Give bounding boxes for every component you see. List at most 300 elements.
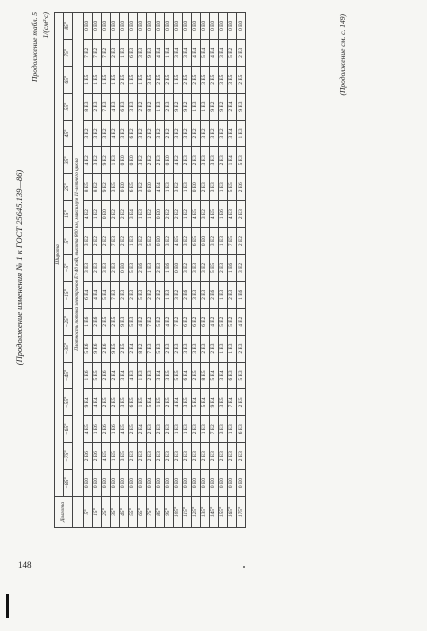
- flux-value-cell: 3 E2: [174, 120, 183, 147]
- flux-value-cell: 2 E3: [183, 147, 192, 174]
- longitude-cell: 165°: [228, 497, 237, 528]
- flux-value-cell: 1 E3: [146, 254, 155, 281]
- flux-value-cell: 3 E2: [201, 201, 210, 228]
- flux-value-cell: 0 E0: [128, 147, 137, 174]
- table-row: [201, 12, 210, 527]
- longitude-cell: 115°: [183, 497, 192, 528]
- flux-value-cell: 0 E0: [201, 470, 210, 497]
- page-number: 148: [18, 560, 32, 570]
- flux-value-cell: 2 E3: [146, 443, 155, 470]
- flux-value-cell: 1 E5: [92, 66, 101, 93]
- latitude-header: 35°: [64, 147, 73, 174]
- flux-value-cell: 4 E4: [155, 39, 164, 66]
- flux-value-cell: 0 E0: [83, 12, 92, 39]
- longitude-cell: 125°: [192, 497, 201, 528]
- longitude-cell: 35°: [110, 497, 119, 528]
- flux-value-cell: 2 E3: [164, 443, 173, 470]
- flux-value-cell: 0 E0: [228, 470, 237, 497]
- flux-value-cell: 3 E5: [219, 389, 228, 416]
- electron-flux-table: [54, 12, 246, 528]
- flux-value-cell: 9 E6: [92, 335, 101, 362]
- flux-value-cell: 3 E3: [128, 93, 137, 120]
- continued-note: (Продолжение см. с. 149): [338, 14, 347, 96]
- flux-value-cell: 0 E0: [92, 12, 101, 39]
- flux-value-cell: 2 E4: [128, 335, 137, 362]
- longitude-cell: 85°: [155, 497, 164, 528]
- flux-value-cell: 2 E2: [174, 201, 183, 228]
- flux-value-cell: 2 E3: [219, 254, 228, 281]
- flux-value-cell: 1 E3: [128, 228, 137, 255]
- flux-value-cell: 2 E2: [164, 120, 173, 147]
- flux-value-cell: 1 E3: [219, 174, 228, 201]
- flux-value-cell: 2 E6: [183, 281, 192, 308]
- longitude-cell: 175°: [237, 497, 246, 528]
- flux-table-container: [54, 12, 246, 528]
- flux-value-cell: 0 E0: [237, 470, 246, 497]
- flux-value-cell: 1 E6: [92, 416, 101, 443]
- flux-value-cell: 2 E2: [146, 281, 155, 308]
- flux-value-cell: 1 E2: [92, 201, 101, 228]
- flux-value-cell: 9 E4: [83, 389, 92, 416]
- flux-value-cell: 0 E0: [119, 470, 128, 497]
- table-row: [174, 12, 183, 527]
- flux-value-cell: 2 E5: [155, 66, 164, 93]
- flux-value-cell: 2 E3: [237, 443, 246, 470]
- flux-value-cell: 2 E3: [146, 362, 155, 389]
- table-row: [137, 12, 146, 527]
- flux-value-cell: 3 E4: [155, 362, 164, 389]
- flux-value-cell: 1 E3: [110, 147, 119, 174]
- flux-value-cell: 2 E3: [110, 39, 119, 66]
- flux-value-cell: 0 E0: [146, 12, 155, 39]
- flux-value-cell: 0 E0: [119, 12, 128, 39]
- flux-value-cell: 2 E6: [101, 362, 110, 389]
- flux-value-cell: 0 E0: [110, 470, 119, 497]
- flux-value-cell: 2 E5: [119, 335, 128, 362]
- scan-edge-mark: [6, 594, 9, 618]
- latitude-header: 15°: [64, 201, 73, 228]
- table-row: [183, 12, 192, 527]
- flux-value-cell: 2 E2: [137, 93, 146, 120]
- flux-value-cell: 1 E3: [192, 93, 201, 120]
- flux-value-cell: 2 E2: [101, 228, 110, 255]
- table-row: [101, 12, 110, 527]
- flux-value-cell: 3 E4: [119, 362, 128, 389]
- rotated-table-page: [14, 12, 374, 528]
- longitude-cell: 55°: [128, 497, 137, 528]
- flux-value-cell: 2 E6: [92, 308, 101, 335]
- flux-value-cell: 2 E6: [83, 443, 92, 470]
- flux-value-cell: 6 E3: [228, 362, 237, 389]
- flux-value-cell: 3 E2: [183, 254, 192, 281]
- longitude-cell: 65°: [137, 497, 146, 528]
- flux-value-cell: 3 E2: [164, 228, 173, 255]
- flux-value-cell: 3 E2: [137, 174, 146, 201]
- flux-value-cell: 4 E5: [101, 443, 110, 470]
- flux-value-cell: 4 E3: [110, 93, 119, 120]
- flux-value-cell: 2 E2: [146, 120, 155, 147]
- flux-value-cell: 2 E2: [164, 201, 173, 228]
- flux-value-cell: 1 E6: [83, 362, 92, 389]
- flux-value-cell: 2 E3: [155, 443, 164, 470]
- flux-value-cell: 6 E4: [83, 281, 92, 308]
- flux-value-cell: 2 E5: [192, 362, 201, 389]
- flux-value-cell: 3 E5: [146, 66, 155, 93]
- flux-value-cell: 1 E5: [155, 389, 164, 416]
- flux-value-cell: 2 E3: [128, 281, 137, 308]
- flux-value-cell: 5 E5: [92, 362, 101, 389]
- flux-value-cell: 5 E4: [201, 39, 210, 66]
- latitude-header: −75°: [64, 443, 73, 470]
- flux-value-cell: 6 E5: [128, 389, 137, 416]
- flux-value-cell: 0 E0: [128, 470, 137, 497]
- flux-value-cell: 3 E2: [237, 254, 246, 281]
- flux-value-cell: 8 E2: [146, 93, 155, 120]
- flux-value-cell: 3 E2: [83, 120, 92, 147]
- flux-value-cell: 6 E5: [192, 228, 201, 255]
- flux-value-cell: 8 E5: [83, 174, 92, 201]
- flux-value-cell: 0 E0: [137, 470, 146, 497]
- flux-value-cell: 9 E2: [101, 147, 110, 174]
- flux-value-cell: 1 E3: [219, 335, 228, 362]
- flux-value-cell: 3 E2: [174, 281, 183, 308]
- flux-value-cell: 2 E5: [164, 66, 173, 93]
- longitude-cell: 95°: [164, 497, 173, 528]
- flux-value-cell: 3 E2: [137, 120, 146, 147]
- flux-value-cell: 2 E3: [110, 254, 119, 281]
- flux-value-cell: 1 E2: [146, 201, 155, 228]
- table-row: [83, 12, 92, 527]
- flux-value-cell: 2 E5: [119, 66, 128, 93]
- flux-value-cell: 4 E4: [92, 281, 101, 308]
- flux-value-cell: 2 E3: [155, 254, 164, 281]
- latitude-group-header: Широта: [55, 12, 64, 496]
- table-row: [110, 12, 119, 527]
- flux-value-cell: 2 E3: [237, 201, 246, 228]
- flux-value-cell: 3 E2: [210, 228, 219, 255]
- flux-value-cell: 1 E3: [228, 416, 237, 443]
- flux-value-cell: 2 E3: [219, 147, 228, 174]
- flux-value-cell: 1 E3: [201, 93, 210, 120]
- flux-value-cell: 1 E5: [128, 66, 137, 93]
- flux-value-cell: 5 E5: [228, 174, 237, 201]
- table-row: [192, 12, 201, 527]
- flux-value-cell: 1 E3: [164, 174, 173, 201]
- flux-value-cell: 8 E3: [83, 93, 92, 120]
- flux-value-cell: 0 E0: [201, 12, 210, 39]
- flux-value-cell: 0 E0: [155, 228, 164, 255]
- flux-value-cell: 4 E4: [174, 389, 183, 416]
- flux-value-cell: 3 E3: [192, 335, 201, 362]
- flux-value-cell: 3 E5: [183, 389, 192, 416]
- flux-value-cell: 2 E5: [128, 416, 137, 443]
- flux-value-cell: 7 E4: [228, 389, 237, 416]
- flux-value-cell: 0 E0: [128, 12, 137, 39]
- flux-value-cell: 2 E4: [137, 416, 146, 443]
- table-row: [119, 12, 128, 527]
- flux-value-cell: 2 E5: [237, 389, 246, 416]
- flux-value-cell: 2 E3: [92, 93, 101, 120]
- table-row: [146, 12, 155, 527]
- flux-value-cell: 9 E5: [110, 335, 119, 362]
- flux-value-cell: 2 E2: [146, 147, 155, 174]
- flux-value-cell: 3 E4: [228, 120, 237, 147]
- flux-value-cell: 2 E3: [174, 443, 183, 470]
- latitude-header: 25°: [64, 174, 73, 201]
- flux-value-cell: 8 E2: [92, 174, 101, 201]
- flux-value-cell: 5 E4: [192, 389, 201, 416]
- flux-value-cell: 2 E3: [228, 443, 237, 470]
- flux-value-cell: 5 E3: [155, 335, 164, 362]
- flux-value-cell: 5 E2: [228, 39, 237, 66]
- flux-value-cell: 2 E3: [164, 416, 173, 443]
- latitude-header: 55°: [64, 93, 73, 120]
- longitude-cell: 45°: [119, 497, 128, 528]
- flux-value-cell: 1 E6: [83, 308, 92, 335]
- flux-value-cell: 3 E5: [201, 66, 210, 93]
- flux-value-cell: 0 E0: [101, 201, 110, 228]
- flux-value-cell: 5 E3: [128, 254, 137, 281]
- flux-value-cell: 1 E3: [201, 416, 210, 443]
- flux-value-cell: 9 E3: [146, 39, 155, 66]
- flux-value-cell: 0 E0: [228, 12, 237, 39]
- flux-value-cell: 4 E2: [110, 120, 119, 147]
- flux-value-cell: 2 E3: [192, 147, 201, 174]
- flux-value-cell: 0 E0: [119, 174, 128, 201]
- flux-value-cell: 1 E5: [83, 66, 92, 93]
- flux-value-cell: 1 E5: [110, 443, 119, 470]
- latitude-header: −85°: [64, 470, 73, 497]
- flux-value-cell: 6 E3: [237, 416, 246, 443]
- flux-value-cell: 3 E2: [201, 254, 210, 281]
- flux-value-cell: 0 E0: [155, 470, 164, 497]
- flux-value-cell: 7 E2: [83, 39, 92, 66]
- flux-value-cell: 3 E2: [183, 120, 192, 147]
- flux-value-cell: 0 E0: [164, 12, 173, 39]
- flux-value-cell: 0 E0: [174, 12, 183, 39]
- flux-value-cell: 1 E3: [237, 120, 246, 147]
- latitude-header: 85°: [64, 12, 73, 39]
- flux-value-cell: 0 E0: [101, 12, 110, 39]
- flux-value-cell: 2 E6: [101, 335, 110, 362]
- flux-value-cell: 3 E3: [192, 254, 201, 281]
- flux-value-cell: 3 E2: [219, 120, 228, 147]
- flux-value-cell: 5 E5: [174, 362, 183, 389]
- flux-value-cell: 0 E0: [210, 12, 219, 39]
- flux-value-cell: 4 E4: [210, 39, 219, 66]
- flux-value-cell: 2 E4: [228, 93, 237, 120]
- flux-value-cell: 2 E2: [192, 120, 201, 147]
- flux-value-cell: 1 E3: [183, 174, 192, 201]
- longitude-header: Долгота: [55, 497, 73, 528]
- flux-value-cell: 2 E3: [92, 254, 101, 281]
- flux-value-cell: 0 E0: [174, 470, 183, 497]
- flux-value-cell: 2 E3: [228, 281, 237, 308]
- flux-value-cell: 2 E3: [155, 416, 164, 443]
- flux-value-cell: 2 E3: [237, 335, 246, 362]
- flux-value-cell: 4 E4: [155, 174, 164, 201]
- flux-value-cell: 1 E3: [119, 39, 128, 66]
- flux-value-cell: 6 E2: [183, 308, 192, 335]
- flux-value-cell: 2 E5: [237, 66, 246, 93]
- table-row: [128, 12, 137, 527]
- flux-value-cell: 3 E3: [83, 254, 92, 281]
- flux-value-cell: 2 E6: [237, 174, 246, 201]
- flux-value-cell: 4 E4: [92, 389, 101, 416]
- flux-value-cell: 0 E0: [119, 147, 128, 174]
- flux-value-cell: 7 E3: [146, 335, 155, 362]
- flux-value-cell: 5 E4: [101, 281, 110, 308]
- flux-value-cell: 2 E3: [192, 443, 201, 470]
- latitude-header: −55°: [64, 389, 73, 416]
- flux-value-cell: 6 E2: [192, 308, 201, 335]
- flux-value-cell: 5 E3: [237, 362, 246, 389]
- flux-value-cell: 9 E3: [237, 93, 246, 120]
- flux-value-cell: 0 E0: [183, 470, 192, 497]
- page-header: [14, 12, 54, 528]
- flux-value-cell: 3 E5: [119, 443, 128, 470]
- flux-value-cell: 3 E2: [137, 228, 146, 255]
- flux-value-cell: 1 E6: [110, 416, 119, 443]
- flux-value-cell: 1 E6: [219, 201, 228, 228]
- latitude-header: 75°: [64, 39, 73, 66]
- flux-value-cell: 0 E0: [155, 201, 164, 228]
- flux-value-cell: 1 E3: [219, 228, 228, 255]
- flux-value-cell: 8 E2: [137, 335, 146, 362]
- flux-value-cell: 1 E5: [137, 66, 146, 93]
- flux-value-cell: 7 E2: [174, 308, 183, 335]
- flux-value-cell: 2 E6: [210, 281, 219, 308]
- flux-value-cell: 2 E6: [101, 416, 110, 443]
- flux-value-cell: 3 E3: [137, 39, 146, 66]
- flux-value-cell: 0 E0: [155, 12, 164, 39]
- flux-value-cell: 2 E2: [119, 201, 128, 228]
- table-row: [155, 12, 164, 527]
- flux-value-cell: 2 E3: [201, 335, 210, 362]
- flux-value-cell: 6 E3: [119, 93, 128, 120]
- table-row: [210, 12, 219, 527]
- latitude-header: −35°: [64, 335, 73, 362]
- flux-value-cell: 1 E3: [183, 416, 192, 443]
- longitude-cell: 25°: [101, 497, 110, 528]
- flux-value-cell: 2 E3: [183, 443, 192, 470]
- flux-value-cell: 1 E3: [228, 335, 237, 362]
- flux-value-cell: 2 E5: [183, 66, 192, 93]
- flux-value-cell: 6 E3: [128, 39, 137, 66]
- flux-value-cell: 3 E2: [92, 147, 101, 174]
- flux-value-cell: 5 E2: [219, 308, 228, 335]
- flux-value-cell: 3 E5: [119, 389, 128, 416]
- flux-value-cell: 3 E2: [119, 120, 128, 147]
- flux-value-cell: 0 E0: [110, 12, 119, 39]
- flux-value-cell: 2 E3: [219, 443, 228, 470]
- flux-value-cell: 5 E4: [146, 389, 155, 416]
- longitude-cell: 145°: [210, 497, 219, 528]
- flux-value-cell: 4 E5: [210, 201, 219, 228]
- flux-value-cell: 0 E0: [101, 470, 110, 497]
- flux-value-cell: 7 E3: [101, 93, 110, 120]
- flux-value-cell: 7 E2: [101, 39, 110, 66]
- flux-value-cell: 9 E2: [101, 174, 110, 201]
- flux-value-cell: 1 E4: [164, 39, 173, 66]
- flux-value-cell: 7 E3: [110, 228, 119, 255]
- table-caption-row: [73, 12, 83, 527]
- document-title: (Продолжение изменения № 1 к ГОСТ 25645.139—86): [14, 169, 24, 366]
- flux-value-cell: 4 E2: [83, 201, 92, 228]
- flux-value-cell: 3 E4: [219, 362, 228, 389]
- unit-label: 1/(см²·с): [41, 12, 50, 39]
- flux-value-cell: 0 E0: [83, 470, 92, 497]
- flux-value-cell: 9 E3: [119, 308, 128, 335]
- flux-value-cell: 9 E2: [174, 93, 183, 120]
- flux-value-cell: 4 E4: [192, 39, 201, 66]
- flux-value-cell: 4 E3: [128, 362, 137, 389]
- flux-value-cell: 0 E0: [164, 147, 173, 174]
- flux-value-cell: 2 E3: [137, 443, 146, 470]
- flux-value-cell: 0 E0: [210, 470, 219, 497]
- flux-value-cell: 3 E3: [192, 281, 201, 308]
- table-caption: Плотность потока электронов E>40 кэВ, высота 800 км, максимум 11-летнего цикла: [73, 12, 83, 496]
- flux-value-cell: 0 E0: [137, 12, 146, 39]
- flux-value-cell: 5 E3: [128, 308, 137, 335]
- flux-value-cell: 2 E5: [110, 389, 119, 416]
- flux-value-cell: 2 E6: [137, 254, 146, 281]
- flux-value-cell: 2 E3: [155, 147, 164, 174]
- flux-value-cell: 9 E2: [183, 93, 192, 120]
- flux-value-cell: 0 E0: [146, 470, 155, 497]
- flux-value-cell: 2 E5: [110, 308, 119, 335]
- flux-value-cell: 2 E3: [164, 93, 173, 120]
- flux-value-cell: 3 E2: [101, 120, 110, 147]
- table-row: [164, 12, 173, 527]
- latitude-header: −25°: [64, 308, 73, 335]
- flux-value-cell: 4 E2: [83, 147, 92, 174]
- latitude-header: −15°: [64, 281, 73, 308]
- flux-value-cell: 0 E0: [237, 12, 246, 39]
- flux-value-cell: 5 E4: [210, 362, 219, 389]
- latitude-header: 45°: [64, 120, 73, 147]
- flux-value-cell: 5 E6: [83, 335, 92, 362]
- flux-value-cell: 2 E5: [164, 389, 173, 416]
- flux-value-cell: 5 E2: [146, 228, 155, 255]
- table-row: [228, 12, 237, 527]
- flux-value-cell: 3 E3: [201, 147, 210, 174]
- flux-value-cell: 5 E3: [237, 147, 246, 174]
- flux-value-cell: 2 E3: [201, 443, 210, 470]
- flux-value-cell: 4 E3: [228, 201, 237, 228]
- flux-value-cell: 1 E6: [164, 254, 173, 281]
- flux-value-cell: 2 E5: [210, 66, 219, 93]
- flux-value-cell: 2 E3: [146, 416, 155, 443]
- flux-value-cell: 3 E3: [210, 174, 219, 201]
- flux-value-cell: 4 E5: [192, 201, 201, 228]
- longitude-cell: 75°: [146, 497, 155, 528]
- longitude-cell: 135°: [201, 497, 210, 528]
- flux-value-cell: 7 E3: [110, 281, 119, 308]
- latitude-header: −65°: [64, 416, 73, 443]
- flux-value-cell: 4 E5: [83, 416, 92, 443]
- flux-value-cell: 5 E3: [137, 281, 146, 308]
- flux-value-cell: 2 E3: [119, 281, 128, 308]
- flux-value-cell: 2 E5: [101, 389, 110, 416]
- flux-value-cell: 3 E4: [128, 201, 137, 228]
- latitude-header: 65°: [64, 66, 73, 93]
- flux-value-cell: 5 E5: [210, 254, 219, 281]
- flux-value-cell: 2 E3: [192, 416, 201, 443]
- flux-value-cell: 0 E0: [174, 254, 183, 281]
- flux-value-cell: 3 E2: [83, 228, 92, 255]
- longitude-cell: 155°: [219, 497, 228, 528]
